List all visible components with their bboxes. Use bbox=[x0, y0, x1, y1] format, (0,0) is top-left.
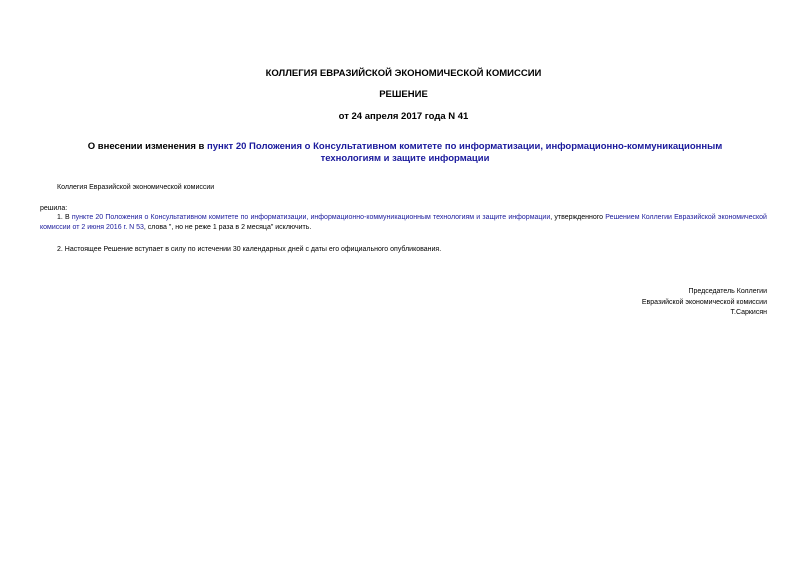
doc-title bbox=[60, 141, 750, 165]
doc-title-link[interactable]: пункт 20 Положения о Консультативном комитете по информатизации, информационно-коммуникационным технологиям и защите информации bbox=[207, 141, 723, 164]
item-1-pre: В bbox=[65, 214, 72, 221]
item-1-link-decision[interactable]: Решением Коллегии Евразийской экономической комиссии от 2 июня 2016 г. N 53 bbox=[40, 214, 767, 231]
signature-name: Т.Саркисян bbox=[730, 309, 767, 316]
signature-organization: Евразийской экономической комиссии bbox=[641, 298, 767, 306]
doc-date: от 24 апреля 2017 года N 41 bbox=[338, 111, 469, 122]
signature-block bbox=[642, 287, 767, 319]
signature-position: Председатель Коллегии bbox=[688, 288, 767, 295]
item-1-mid: , утвержденного bbox=[550, 214, 606, 221]
item-1-post: , слова ", но не реже 1 раза в 2 месяца" исключить. bbox=[143, 224, 312, 231]
org-heading: КОЛЛЕГИЯ ЕВРАЗИЙСКОЙ ЭКОНОМИЧЕСКОЙ КОМИССИИ bbox=[265, 68, 542, 79]
intro-text: Коллегия Евразийской экономической комиссии bbox=[57, 184, 215, 191]
doc-title-prefix: О внесении изменения в bbox=[87, 141, 208, 152]
doc-type-heading: РЕШЕНИЕ bbox=[379, 89, 428, 100]
item-1-number: 1. bbox=[57, 214, 63, 221]
item-1-link-clause[interactable]: пункте 20 Положения о Консультативном комитете по информатизации, информационно-коммуникационным технологиям и защите информации bbox=[71, 214, 551, 221]
item-2: 2. Настоящее Решение вступает в силу по истечении 30 календарных дней с даты его официального опубликования. bbox=[57, 246, 442, 253]
item-1 bbox=[40, 213, 767, 233]
decided-label: решила: bbox=[40, 205, 68, 212]
